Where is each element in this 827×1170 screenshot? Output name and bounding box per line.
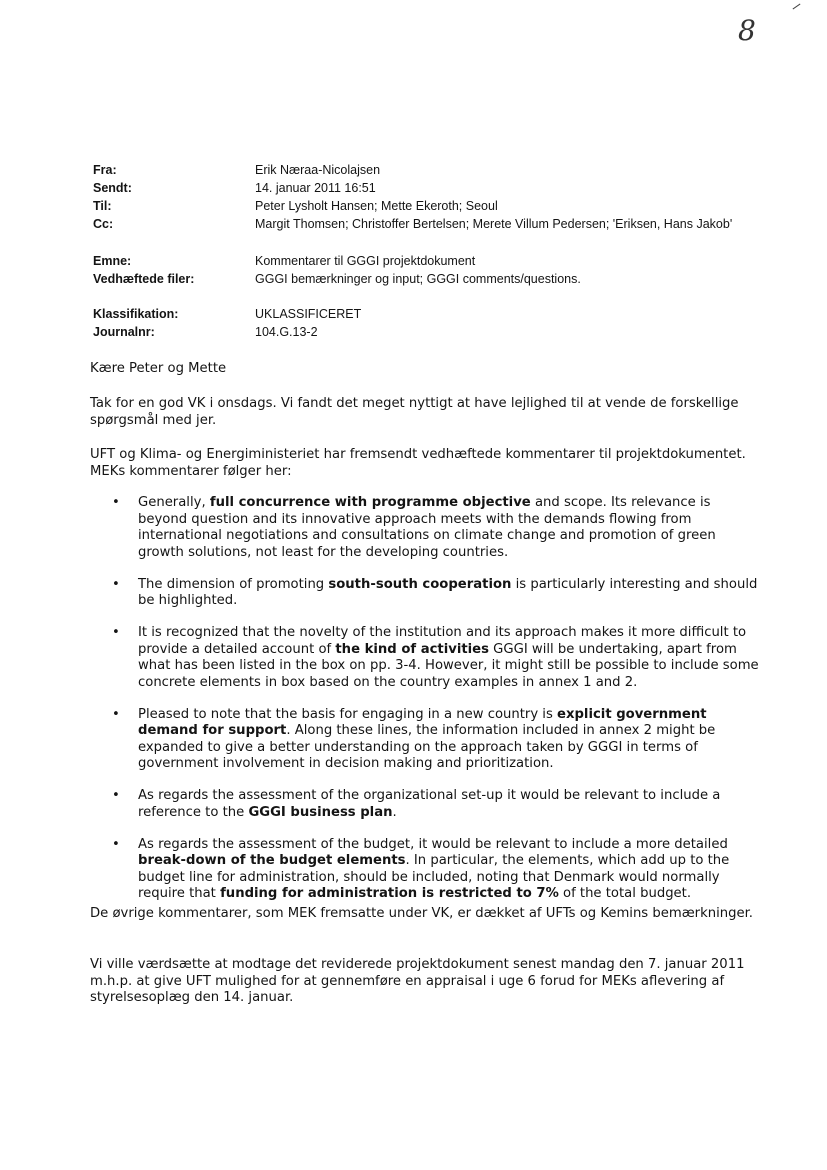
list-item <box>110 625 760 691</box>
bullet-emphasis: GGGI business plan <box>248 804 393 820</box>
bullet-emphasis: full concurrence with programme objective <box>209 495 531 510</box>
paragraph-request: Vi ville værdsætte at modtage det reviderede projektdokument senest mandag den 7. januar 2011 m.h.p. at give UFT mulighed for at gennemføre en appraisal i uge 6 forud for MEKs aflevering af styrelsesoplæg den 14. januar. <box>90 957 745 1005</box>
list-item <box>110 707 760 773</box>
bullet-text: . <box>392 804 397 820</box>
paragraph-comments-intro: UFT og Klima- og Energiministeriet har fremsendt vedhæftede kommentarer til projektdokumentet. MEKs kommentarer følger her: <box>90 447 746 479</box>
attachments-label: Vedhæftede filer: <box>93 272 195 286</box>
attachments-value: GGGI bemærkninger og input; GGGI comments/questions. <box>255 272 581 286</box>
from-label: Fra: <box>93 163 117 177</box>
bullet-emphasis: explicit government demand for support <box>138 706 707 738</box>
bullet-emphasis: the kind of activities <box>335 641 489 657</box>
comment-list <box>110 495 760 918</box>
cc-value: Margit Thomsen; Christoffer Bertelsen; Merete Villum Pedersen; 'Eriksen, Hans Jakob' <box>255 217 733 231</box>
journal-value: 104.G.13-2 <box>255 325 318 339</box>
classification-value: UKLASSIFICERET <box>255 307 362 321</box>
bullet-emphasis: funding for administration is restricted to 7% <box>220 886 559 901</box>
cc-label: Cc: <box>93 217 114 231</box>
to-label: Til: <box>93 199 112 213</box>
list-item <box>110 577 760 610</box>
bullet-emphasis: south-south cooperation <box>328 576 512 592</box>
list-item <box>110 495 760 561</box>
bullet-text: and scope. Its relevance is beyond question and its innovative approach meets with the demands flowing from international negotiations and consultations on climate change and promotion of green growth solutions, not least for the developing countries. <box>138 495 716 560</box>
bullet-text: GGGI will be undertaking, apart from what has been listed in the box on pp. 3-4. However, it might still be possible to include some concrete elements in box based on the country examples in annex 1 and 2. <box>138 641 759 690</box>
subject-value: Kommentarer til GGGI projektdokument <box>255 254 476 268</box>
bullet-text: As regards the assessment of the organizational set-up it would be relevant to include a reference to the <box>138 788 721 820</box>
to-value: Peter Lysholt Hansen; Mette Ekeroth; Seoul <box>255 199 498 213</box>
bullet-emphasis: break-down of the budget elements <box>138 853 406 868</box>
subject-label: Emne: <box>93 254 132 268</box>
list-item <box>110 788 760 821</box>
greeting: Kære Peter og Mette <box>90 361 227 376</box>
sent-label: Sendt: <box>93 181 132 195</box>
classification-label: Klassifikation: <box>93 307 179 321</box>
bullet-text: . Along these lines, the information included in annex 2 might be expanded to give a better understanding on the approach taken by GGGI in terms of government involvement in decision making and prioritization. <box>138 723 716 771</box>
bullet-text: As regards the assessment of the budget, it would be relevant to include a more detailed <box>138 836 728 852</box>
bullet-text: The dimension of promoting <box>138 576 329 592</box>
page-number-mark: 8 <box>738 14 756 47</box>
bullet-text: of the total budget. <box>558 886 692 901</box>
bullet-text: is particularly interesting and should be highlighted. <box>138 576 758 608</box>
bullet-text: Pleased to note that the basis for engaging in a new country is <box>138 706 558 722</box>
sent-value: 14. januar 2011 16:51 <box>255 181 376 195</box>
bullet-text: Generally, <box>138 495 210 510</box>
journal-label: Journalnr: <box>93 325 155 339</box>
paragraph-other-comments: De øvrige kommentarer, som MEK fremsatte under VK, er dækket af UFTs og Kemins bemærkninger. <box>90 906 753 921</box>
corner-mark <box>793 4 801 10</box>
bullet-text: . In particular, the elements, which add up to the budget line for administration, should be included, noting that Denmark would normally require that <box>138 853 730 901</box>
paragraph-intro: Tak for en god VK i onsdags. Vi fandt det meget nyttigt at have lejlighed til at vende de forskellige spørgsmål med jer. <box>90 396 739 428</box>
bullet-text: It is recognized that the novelty of the institution and its approach makes it more difficult to provide a detailed account of <box>138 625 747 657</box>
list-item <box>110 837 760 903</box>
from-value: Erik Næraa-Nicolajsen <box>255 163 381 177</box>
